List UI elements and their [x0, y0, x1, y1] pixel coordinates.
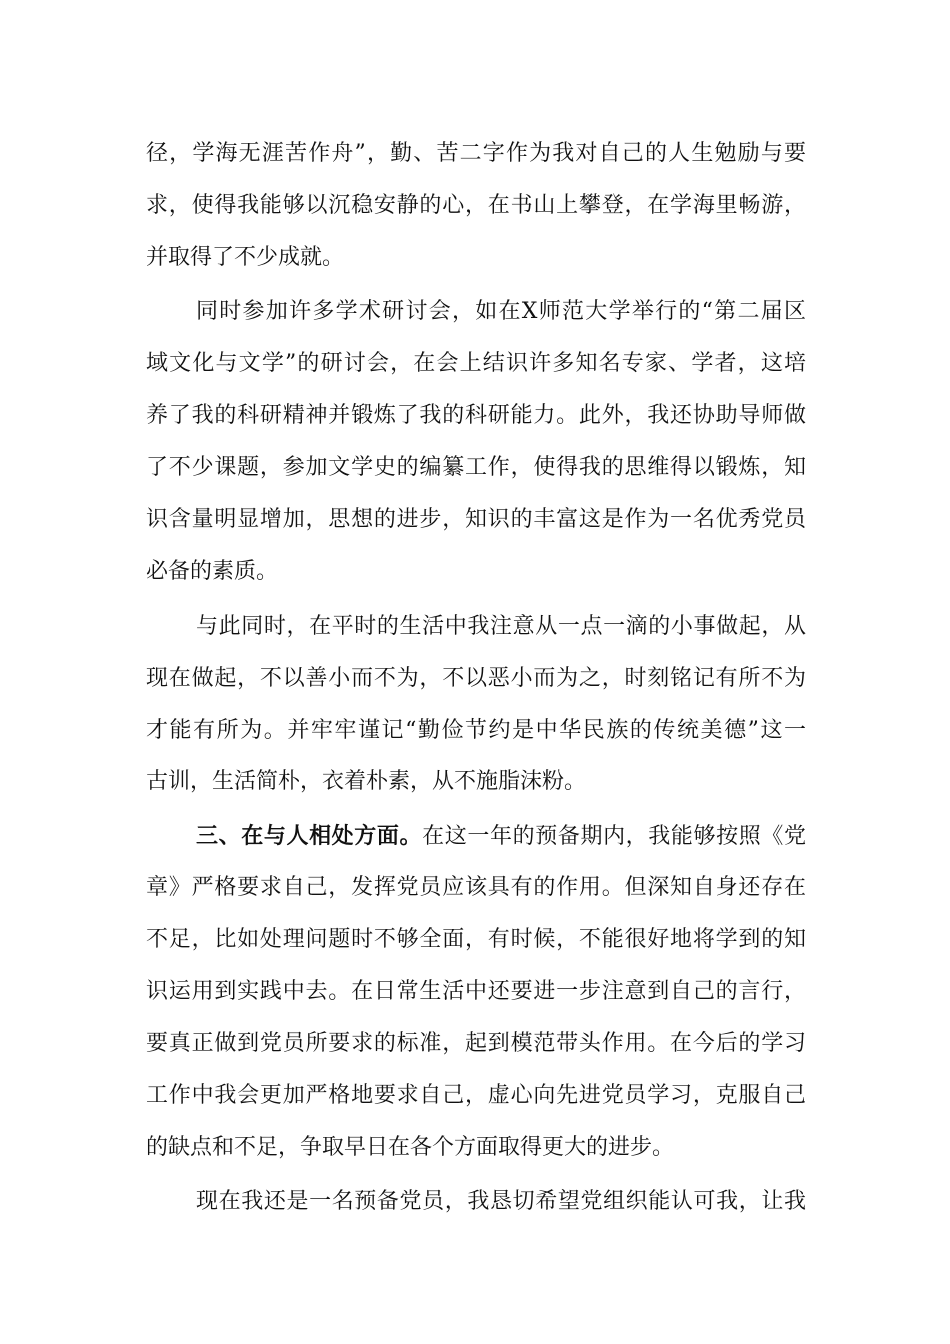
- text-line: 才能有所为。并牢牢谨记“勤俭节约是中华民族的传统美德”这一: [146, 718, 806, 743]
- text-line: 与此同时，在平时的生活中我注意从一点一滴的小事做起，从: [196, 614, 806, 639]
- text-line: 现在做起，不以善小而不为，不以恶小而为之，时刻铭记有所不为: [146, 666, 806, 691]
- text-line: 要真正做到党员所要求的标准，起到模范带头作用。在今后的学习: [146, 1031, 806, 1056]
- text-line: 并取得了不少成就。: [146, 245, 345, 270]
- text-span: 在这一年的预备期内，我能够按照《党: [422, 824, 806, 849]
- text-line: 不足，比如处理问题时不够全面，有时候，不能很好地将学到的知: [146, 927, 806, 952]
- text-line: 古训，生活简朴，衣着朴素，从不施脂沫粉。: [146, 769, 587, 794]
- text-line: 识含量明显增加，思想的进步，知识的丰富这是作为一名优秀党员: [146, 507, 806, 532]
- text-line: 工作中我会更加严格地要求自己，虚心向先进党员学习，克服自己: [146, 1083, 806, 1108]
- text-line: 径，学海无涯苦作舟”，勤、苦二字作为我对自己的人生勉励与要: [146, 141, 806, 166]
- text-line: 章》严格要求自己，发挥党员应该具有的作用。但深知自身还存在: [146, 875, 806, 900]
- text-line: 现在我还是一名预备党员，我恳切希望党组织能认可我，让我: [196, 1189, 806, 1214]
- text-line: 求，使得我能够以沉稳安静的心，在书山上攀登，在学海里畅游，: [146, 193, 806, 218]
- text-line: [196, 821, 806, 852]
- text-line: 识运用到实践中去。在日常生活中还要进一步注意到自己的言行，: [146, 979, 806, 1004]
- text-line: 同时参加许多学术研讨会，如在X师范大学举行的“第二届区: [196, 299, 806, 324]
- text-line: 域文化与文学”的研讨会，在会上结识许多知名专家、学者，这培: [146, 351, 806, 376]
- text-line: 的缺点和不足，争取早日在各个方面取得更大的进步。: [146, 1135, 675, 1160]
- text-line: 了不少课题，参加文学史的编纂工作，使得我的思维得以锻炼，知: [146, 455, 806, 480]
- text-line: 必备的素质。: [146, 559, 279, 584]
- section-heading: 三、在与人相处方面。: [196, 823, 423, 849]
- text-line: 养了我的科研精神并锻炼了我的科研能力。此外，我还协助导师做: [146, 403, 806, 428]
